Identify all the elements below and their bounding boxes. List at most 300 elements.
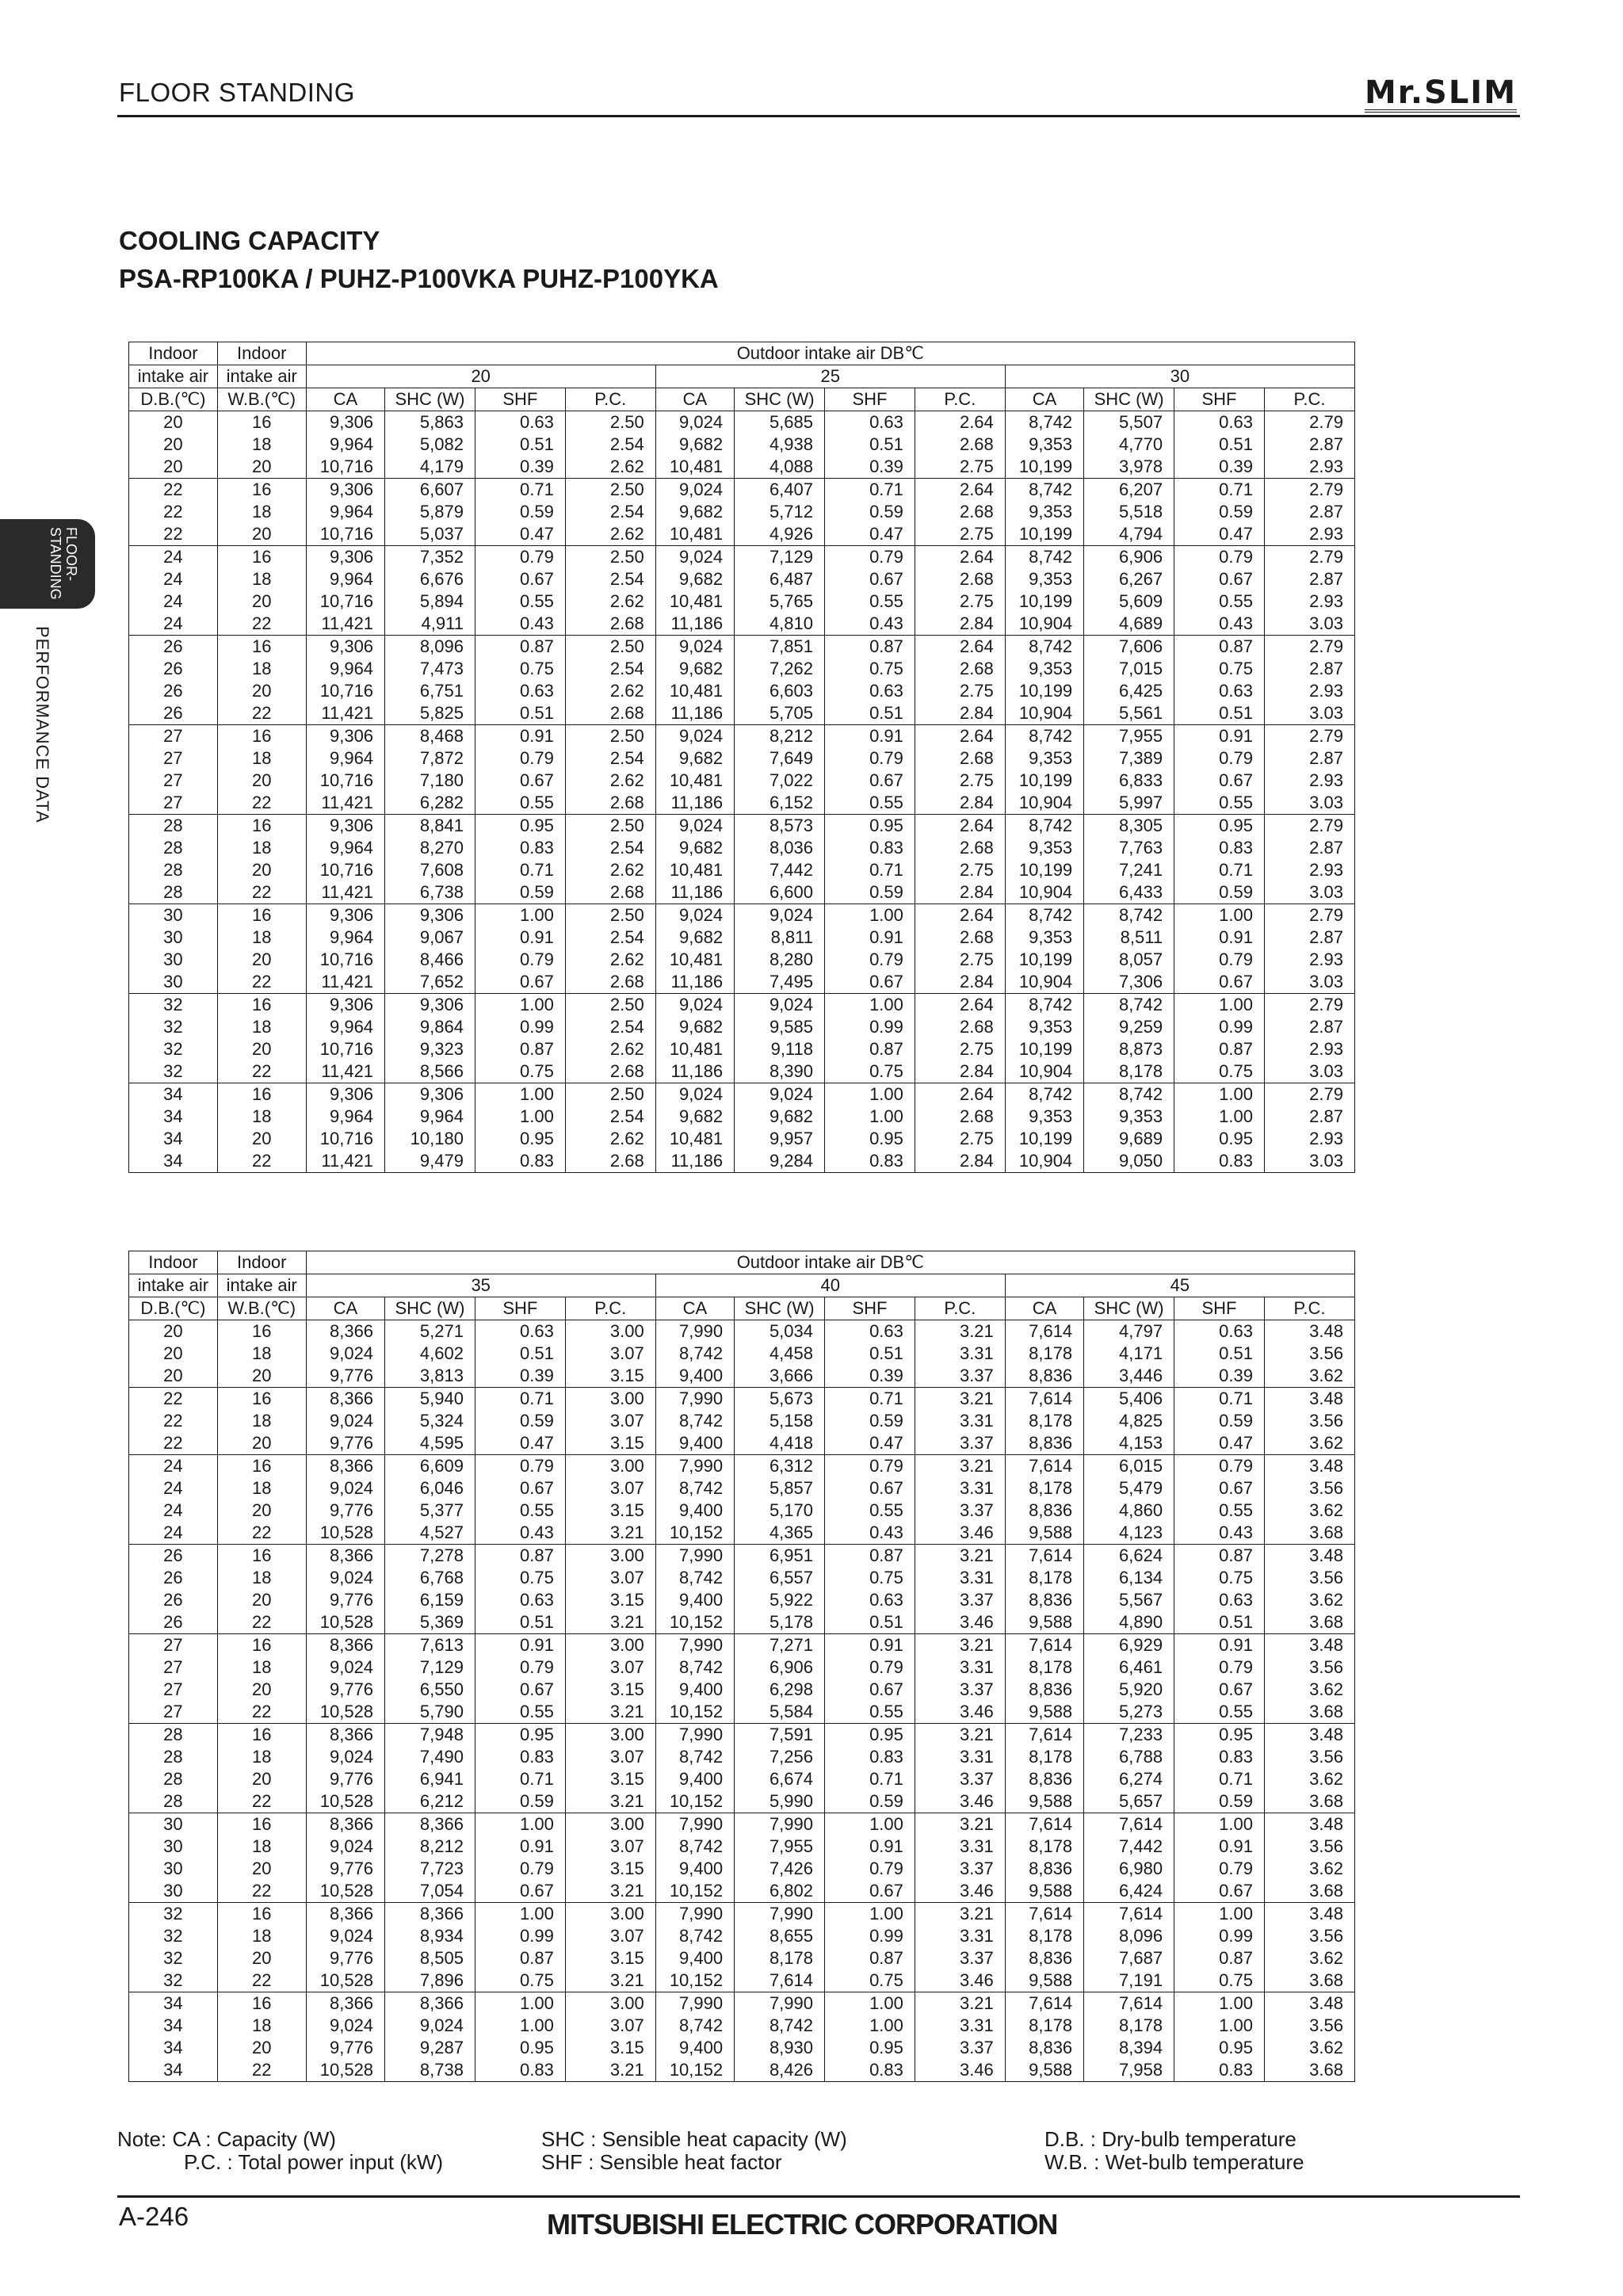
table-cell-value: 0.99 <box>825 1925 915 1947</box>
header-indoor-db: Indoor <box>129 342 218 365</box>
table-row <box>129 1016 1355 1038</box>
table-cell-temp: 16 <box>217 636 306 659</box>
table-cell-value: 0.75 <box>475 1060 565 1083</box>
table-row <box>129 971 1355 994</box>
table-cell-value: 9,964 <box>306 747 384 770</box>
table-cell-value: 10,528 <box>306 1880 384 1903</box>
table-cell-value: 10,481 <box>655 523 734 546</box>
table-cell-temp: 22 <box>217 613 306 636</box>
table-cell-value: 4,171 <box>1084 1343 1174 1365</box>
table-cell-value: 7,872 <box>385 747 475 770</box>
table-cell-value: 0.91 <box>1174 1836 1265 1858</box>
table-row <box>129 1567 1355 1589</box>
table-cell-value: 6,550 <box>385 1679 475 1701</box>
table-cell-value: 2.64 <box>915 815 1005 838</box>
table-cell-temp: 22 <box>217 1611 306 1634</box>
table-cell-value: 0.43 <box>1174 613 1265 636</box>
table-cell-value: 0.67 <box>475 1679 565 1701</box>
table-cell-value: 9,353 <box>1084 1106 1174 1128</box>
table-cell-value: 8,212 <box>385 1836 475 1858</box>
table-cell-value: 0.79 <box>825 1656 915 1679</box>
table-cell-value: 2.87 <box>1264 747 1354 770</box>
table-cell-value: 3.31 <box>915 1410 1005 1432</box>
table-row <box>129 770 1355 792</box>
table-cell-value: 4,179 <box>385 456 475 479</box>
table-cell-value: 9,776 <box>306 1589 384 1611</box>
table-cell-value: 7,306 <box>1084 971 1174 994</box>
table-cell-value: 2.75 <box>915 523 1005 546</box>
table-cell-temp: 22 <box>217 1701 306 1724</box>
table-cell-value: 3.56 <box>1264 1656 1354 1679</box>
table-cell-value: 2.75 <box>915 770 1005 792</box>
table-cell-temp: 26 <box>129 1545 218 1568</box>
header-col-pc: P.C. <box>1264 1297 1354 1320</box>
table-cell-value: 9,067 <box>385 926 475 949</box>
table-cell-value: 0.83 <box>825 837 915 859</box>
table-cell-value: 7,241 <box>1084 859 1174 881</box>
table-cell-temp: 28 <box>129 1768 218 1790</box>
table-cell-temp: 16 <box>217 479 306 502</box>
table-cell-value: 0.79 <box>1174 949 1265 971</box>
table-cell-value: 7,614 <box>1005 1813 1083 1836</box>
table-cell-value: 1.00 <box>475 1992 565 2015</box>
table-cell-temp: 22 <box>217 1060 306 1083</box>
table-cell-value: 0.51 <box>825 1343 915 1365</box>
table-cell-value: 0.55 <box>1174 590 1265 613</box>
table-cell-value: 7,649 <box>735 747 825 770</box>
table-cell-temp: 32 <box>129 994 218 1017</box>
table-cell-value: 0.99 <box>1174 1016 1265 1038</box>
table-cell-value: 6,407 <box>735 479 825 502</box>
table-cell-value: 1.00 <box>1174 1813 1265 1836</box>
table-cell-value: 2.54 <box>565 837 655 859</box>
table-cell-value: 2.79 <box>1264 815 1354 838</box>
table-cell-value: 0.51 <box>825 1611 915 1634</box>
table-cell-value: 6,906 <box>1084 546 1174 569</box>
table-cell-value: 3.62 <box>1264 1768 1354 1790</box>
table-cell-value: 0.59 <box>825 501 915 523</box>
table-cell-value: 0.51 <box>1174 1611 1265 1634</box>
table-cell-value: 2.50 <box>565 546 655 569</box>
table-cell-value: 6,212 <box>385 1790 475 1813</box>
table-cell-value: 1.00 <box>825 1992 915 2015</box>
table-cell-value: 9,588 <box>1005 2059 1083 2082</box>
table-cell-value: 6,557 <box>735 1567 825 1589</box>
table-row <box>129 1768 1355 1790</box>
table-cell-value: 5,561 <box>1084 702 1174 725</box>
table-cell-value: 6,487 <box>735 568 825 590</box>
header-outdoor-temp: 35 <box>306 1274 655 1297</box>
table-cell-value: 0.83 <box>475 2059 565 2082</box>
table-cell-value: 3.62 <box>1264 1499 1354 1522</box>
table-cell-value: 0.63 <box>1174 411 1265 434</box>
table-cell-value: 9,400 <box>655 1365 734 1388</box>
table-cell-value: 7,426 <box>735 1858 825 1880</box>
table-cell-value: 0.67 <box>475 770 565 792</box>
section-side-tab[interactable] <box>0 519 95 609</box>
table-cell-temp: 18 <box>217 658 306 680</box>
table-cell-value: 7,614 <box>1005 1388 1083 1411</box>
table-cell-value: 11,421 <box>306 613 384 636</box>
table-cell-value: 3.21 <box>565 1969 655 1992</box>
header-wb-unit: W.B.(℃) <box>217 1297 306 1320</box>
table-cell-value: 8,573 <box>735 815 825 838</box>
table-cell-value: 3.03 <box>1264 702 1354 725</box>
table-cell-value: 2.84 <box>915 1060 1005 1083</box>
table-cell-value: 5,584 <box>735 1701 825 1724</box>
table-cell-value: 0.47 <box>1174 1432 1265 1455</box>
table-cell-value: 3.21 <box>915 1813 1005 1836</box>
table-cell-value: 10,152 <box>655 1880 734 1903</box>
table-row <box>129 590 1355 613</box>
table-cell-value: 7,233 <box>1084 1724 1174 1747</box>
table-cell-value: 2.93 <box>1264 859 1354 881</box>
table-cell-value: 0.79 <box>475 1858 565 1880</box>
table-cell-value: 2.75 <box>915 1038 1005 1060</box>
table-cell-value: 8,390 <box>735 1060 825 1083</box>
table-cell-value: 9,287 <box>385 2037 475 2059</box>
table-cell-value: 3.21 <box>915 1903 1005 1926</box>
table-cell-temp: 20 <box>217 770 306 792</box>
table-cell-value: 9,353 <box>1005 837 1083 859</box>
table-cell-value: 0.79 <box>825 1455 915 1478</box>
table-cell-temp: 32 <box>129 1016 218 1038</box>
table-cell-value: 11,421 <box>306 702 384 725</box>
table-cell-value: 0.83 <box>1174 2059 1265 2082</box>
table-cell-value: 2.68 <box>915 434 1005 456</box>
table-cell-value: 10,528 <box>306 1969 384 1992</box>
table-cell-value: 2.64 <box>915 479 1005 502</box>
table-cell-value: 5,170 <box>735 1499 825 1522</box>
table-cell-value: 8,468 <box>385 725 475 748</box>
table-row <box>129 1060 1355 1083</box>
table-cell-temp: 32 <box>129 1903 218 1926</box>
table-cell-value: 7,495 <box>735 971 825 994</box>
table-cell-value: 2.64 <box>915 725 1005 748</box>
table-cell-value: 3.62 <box>1264 1589 1354 1611</box>
table-cell-value: 9,259 <box>1084 1016 1174 1038</box>
table-cell-value: 9,776 <box>306 1947 384 1969</box>
table-row <box>129 859 1355 881</box>
table-cell-value: 2.50 <box>565 904 655 927</box>
table-cell-value: 6,833 <box>1084 770 1174 792</box>
table-cell-value: 3.15 <box>565 1768 655 1790</box>
table-row <box>129 501 1355 523</box>
table-cell-value: 7,180 <box>385 770 475 792</box>
table-cell-value: 4,595 <box>385 1432 475 1455</box>
header-outdoor-temp: 40 <box>655 1274 1005 1297</box>
table-row <box>129 1992 1355 2015</box>
header-outdoor-temp: 20 <box>306 365 655 388</box>
table-cell-value: 3.37 <box>915 1365 1005 1388</box>
table-row <box>129 994 1355 1017</box>
table-cell-value: 5,894 <box>385 590 475 613</box>
table-cell-value: 9,957 <box>735 1128 825 1150</box>
table-cell-value: 2.62 <box>565 523 655 546</box>
table-cell-value: 3.68 <box>1264 1611 1354 1634</box>
table-row <box>129 1545 1355 1568</box>
table-cell-value: 0.67 <box>825 971 915 994</box>
header-col-ca: CA <box>1005 1297 1083 1320</box>
table-cell-value: 3.03 <box>1264 881 1354 904</box>
table-cell-value: 8,742 <box>1005 725 1083 748</box>
table-cell-value: 8,836 <box>1005 1858 1083 1880</box>
table-cell-value: 7,613 <box>385 1634 475 1657</box>
table-cell-value: 8,366 <box>306 1813 384 1836</box>
table-cell-value: 0.83 <box>1174 1150 1265 1173</box>
table-cell-value: 0.47 <box>825 1432 915 1455</box>
table-cell-value: 2.93 <box>1264 770 1354 792</box>
table-cell-value: 4,458 <box>735 1343 825 1365</box>
table-cell-value: 0.95 <box>475 2037 565 2059</box>
table-cell-value: 11,186 <box>655 613 734 636</box>
table-cell-value: 2.54 <box>565 568 655 590</box>
table-cell-value: 0.51 <box>825 434 915 456</box>
table-row <box>129 702 1355 725</box>
table-cell-value: 2.87 <box>1264 926 1354 949</box>
table-cell-value: 0.91 <box>825 1634 915 1657</box>
table-row <box>129 1790 1355 1813</box>
table-cell-value: 4,794 <box>1084 523 1174 546</box>
table-cell-value: 9,306 <box>306 725 384 748</box>
table-cell-temp: 30 <box>129 949 218 971</box>
table-cell-value: 10,904 <box>1005 881 1083 904</box>
header-col-ca: CA <box>306 388 384 411</box>
table-cell-value: 6,624 <box>1084 1545 1174 1568</box>
table-cell-value: 2.87 <box>1264 1106 1354 1128</box>
table-cell-temp: 18 <box>217 747 306 770</box>
table-cell-value: 8,426 <box>735 2059 825 2082</box>
table-cell-value: 9,353 <box>1005 926 1083 949</box>
table-cell-value: 0.95 <box>1174 2037 1265 2059</box>
table-cell-temp: 27 <box>129 792 218 815</box>
table-cell-value: 0.43 <box>475 613 565 636</box>
table-cell-value: 1.00 <box>475 1813 565 1836</box>
table-cell-value: 8,836 <box>1005 1432 1083 1455</box>
table-cell-value: 9,306 <box>306 636 384 659</box>
table-cell-temp: 18 <box>217 1567 306 1589</box>
table-cell-value: 0.83 <box>825 2059 915 2082</box>
table-cell-value: 7,606 <box>1084 636 1174 659</box>
table-cell-temp: 26 <box>129 636 218 659</box>
table-cell-value: 7,723 <box>385 1858 475 1880</box>
table-cell-value: 0.55 <box>825 1499 915 1522</box>
table-cell-value: 2.64 <box>915 904 1005 927</box>
table-cell-value: 7,990 <box>655 1545 734 1568</box>
table-cell-value: 0.91 <box>1174 725 1265 748</box>
table-cell-temp: 28 <box>129 1746 218 1768</box>
table-cell-value: 3.31 <box>915 1477 1005 1499</box>
table-cell-value: 2.50 <box>565 636 655 659</box>
table-cell-value: 0.87 <box>475 1038 565 1060</box>
table-cell-value: 2.62 <box>565 859 655 881</box>
table-cell-value: 0.75 <box>1174 1969 1265 1992</box>
table-cell-temp: 34 <box>129 2015 218 2037</box>
table-cell-temp: 26 <box>129 702 218 725</box>
table-cell-value: 0.79 <box>475 1455 565 1478</box>
table-cell-value: 2.68 <box>915 568 1005 590</box>
table-cell-value: 0.79 <box>1174 1858 1265 1880</box>
table-cell-value: 11,421 <box>306 881 384 904</box>
table-cell-value: 1.00 <box>1174 994 1265 1017</box>
table-cell-value: 2.64 <box>915 1083 1005 1106</box>
table-cell-temp: 34 <box>129 1992 218 2015</box>
table-cell-value: 0.67 <box>825 568 915 590</box>
table-cell-value: 9,964 <box>306 434 384 456</box>
table-cell-value: 2.62 <box>565 680 655 702</box>
table-cell-value: 0.43 <box>1174 1522 1265 1545</box>
table-cell-value: 3.15 <box>565 1499 655 1522</box>
table-cell-value: 7,614 <box>1005 1634 1083 1657</box>
table-cell-value: 7,022 <box>735 770 825 792</box>
table-row <box>129 725 1355 748</box>
table-cell-temp: 22 <box>217 1880 306 1903</box>
table-cell-value: 9,964 <box>306 658 384 680</box>
table-cell-value: 8,836 <box>1005 1499 1083 1522</box>
table-cell-value: 7,687 <box>1084 1947 1174 1969</box>
table-cell-value: 10,152 <box>655 1701 734 1724</box>
table-cell-value: 3.46 <box>915 2059 1005 2082</box>
table-cell-value: 2.84 <box>915 881 1005 904</box>
table-cell-value: 3.48 <box>1264 1813 1354 1836</box>
table-cell-value: 0.51 <box>475 1343 565 1365</box>
table-cell-value: 0.79 <box>1174 1455 1265 1478</box>
table-cell-value: 6,159 <box>385 1589 475 1611</box>
table-cell-temp: 22 <box>129 1388 218 1411</box>
table-row <box>129 1925 1355 1947</box>
table-cell-value: 9,682 <box>655 837 734 859</box>
table-cell-value: 0.63 <box>825 1589 915 1611</box>
table-cell-value: 9,024 <box>655 546 734 569</box>
table-cell-value: 9,400 <box>655 1947 734 1969</box>
table-cell-value: 8,178 <box>1005 1343 1083 1365</box>
table-cell-value: 2.64 <box>915 546 1005 569</box>
table-cell-value: 9,306 <box>306 1083 384 1106</box>
table-row <box>129 1589 1355 1611</box>
header-col-pc: P.C. <box>565 388 655 411</box>
table-cell-value: 8,836 <box>1005 2037 1083 2059</box>
table-cell-temp: 16 <box>217 815 306 838</box>
table-row <box>129 1611 1355 1634</box>
table-cell-value: 3.00 <box>565 1992 655 2015</box>
table-cell-value: 10,199 <box>1005 949 1083 971</box>
table-cell-value: 2.87 <box>1264 434 1354 456</box>
table-row <box>129 1813 1355 1836</box>
header-col-pc: P.C. <box>1264 388 1354 411</box>
header-db-unit: D.B.(℃) <box>129 388 218 411</box>
table-cell-value: 3.56 <box>1264 2015 1354 2037</box>
table-row <box>129 680 1355 702</box>
table-cell-value: 2.68 <box>565 1150 655 1173</box>
table-cell-value: 9,024 <box>735 904 825 927</box>
table-cell-value: 3.21 <box>915 1388 1005 1411</box>
table-cell-value: 9,479 <box>385 1150 475 1173</box>
table-cell-value: 10,481 <box>655 680 734 702</box>
table-cell-value: 0.67 <box>475 568 565 590</box>
table-cell-value: 2.50 <box>565 1083 655 1106</box>
table-cell-temp: 16 <box>217 994 306 1017</box>
table-cell-value: 2.54 <box>565 926 655 949</box>
table-cell-value: 9,776 <box>306 1679 384 1701</box>
table-cell-value: 4,926 <box>735 523 825 546</box>
table-cell-value: 3.68 <box>1264 1880 1354 1903</box>
table-cell-value: 10,904 <box>1005 1150 1083 1173</box>
table-cell-value: 3.56 <box>1264 1925 1354 1947</box>
table-cell-value: 11,186 <box>655 1060 734 1083</box>
table-cell-value: 0.67 <box>1174 770 1265 792</box>
table-cell-value: 0.87 <box>825 1038 915 1060</box>
table-cell-value: 7,990 <box>655 1992 734 2015</box>
table-cell-value: 8,505 <box>385 1947 475 1969</box>
table-cell-value: 0.75 <box>1174 1060 1265 1083</box>
table-cell-value: 3.62 <box>1264 1858 1354 1880</box>
table-cell-value: 0.91 <box>475 1836 565 1858</box>
table-cell-value: 3.07 <box>565 1925 655 1947</box>
table-cell-value: 3.62 <box>1264 1432 1354 1455</box>
table-row <box>129 1746 1355 1768</box>
table-cell-value: 8,511 <box>1084 926 1174 949</box>
table-cell-value: 3.68 <box>1264 1522 1354 1545</box>
table-cell-value: 9,353 <box>1005 501 1083 523</box>
table-cell-value: 1.00 <box>475 904 565 927</box>
table-cell-value: 3.56 <box>1264 1567 1354 1589</box>
table-cell-temp: 27 <box>129 770 218 792</box>
table-cell-value: 0.39 <box>475 1365 565 1388</box>
table-cell-temp: 20 <box>217 2037 306 2059</box>
table-cell-value: 0.59 <box>475 1410 565 1432</box>
table-cell-value: 2.79 <box>1264 725 1354 748</box>
table-cell-value: 0.51 <box>825 702 915 725</box>
table-cell-value: 6,274 <box>1084 1768 1174 1790</box>
table-cell-value: 0.75 <box>825 1060 915 1083</box>
table-cell-temp: 24 <box>129 1477 218 1499</box>
table-cell-value: 8,305 <box>1084 815 1174 838</box>
table-cell-value: 3.37 <box>915 1589 1005 1611</box>
table-cell-value: 0.55 <box>475 590 565 613</box>
table-cell-value: 0.59 <box>825 1790 915 1813</box>
table-cell-value: 1.00 <box>825 994 915 1017</box>
table-cell-value: 0.63 <box>825 680 915 702</box>
table-cell-value: 3.37 <box>915 1768 1005 1790</box>
table-cell-value: 0.95 <box>825 2037 915 2059</box>
table-cell-value: 2.50 <box>565 411 655 434</box>
table-cell-value: 9,024 <box>655 479 734 502</box>
table-row <box>129 1880 1355 1903</box>
table-cell-value: 8,566 <box>385 1060 475 1083</box>
table-cell-value: 7,389 <box>1084 747 1174 770</box>
table-cell-value: 9,588 <box>1005 1790 1083 1813</box>
table-cell-value: 1.00 <box>825 904 915 927</box>
table-cell-value: 0.75 <box>825 1969 915 1992</box>
table-cell-value: 3.00 <box>565 1320 655 1343</box>
table-cell-value: 5,271 <box>385 1320 475 1343</box>
table-row <box>129 479 1355 502</box>
table-cell-value: 8,366 <box>306 1455 384 1478</box>
page-number: A-246 <box>119 2202 189 2231</box>
table-cell-value: 9,776 <box>306 1768 384 1790</box>
table-cell-value: 3.00 <box>565 1634 655 1657</box>
table-cell-temp: 22 <box>217 1522 306 1545</box>
table-cell-value: 0.87 <box>1174 1038 1265 1060</box>
table-cell-value: 10,481 <box>655 1128 734 1150</box>
table-cell-value: 7,442 <box>735 859 825 881</box>
table-cell-value: 2.54 <box>565 658 655 680</box>
table-cell-value: 5,879 <box>385 501 475 523</box>
table-cell-value: 10,481 <box>655 770 734 792</box>
table-cell-value: 2.79 <box>1264 479 1354 502</box>
table-cell-value: 0.55 <box>475 1701 565 1724</box>
header-col-shf: SHF <box>1174 388 1265 411</box>
